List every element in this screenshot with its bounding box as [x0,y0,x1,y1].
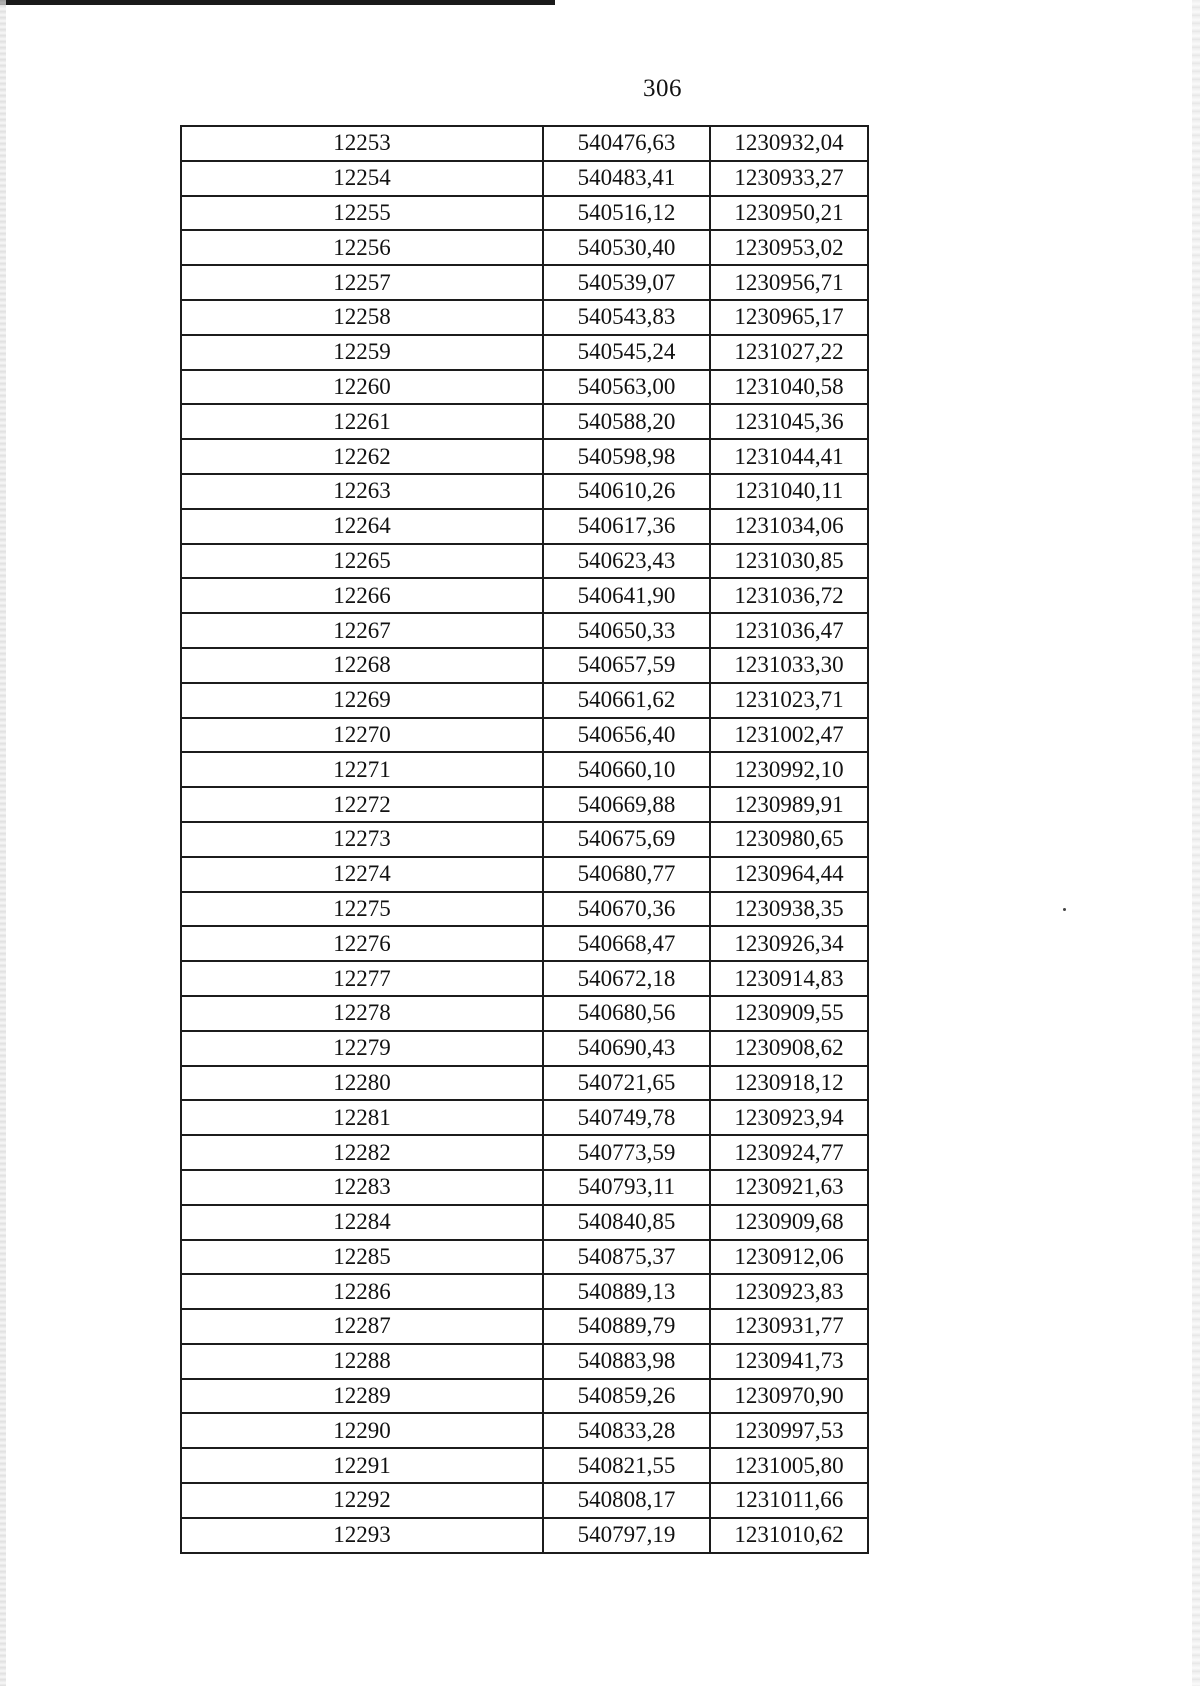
x-coordinate-cell: 540476,63 [543,126,710,161]
coordinates-table [180,125,869,1554]
point-number-cell: 12257 [181,265,543,300]
point-number-cell: 12277 [181,961,543,996]
x-coordinate-cell: 540840,85 [543,1205,710,1240]
x-coordinate-cell: 540623,43 [543,544,710,579]
point-number-cell: 12274 [181,857,543,892]
page-number: 306 [643,75,682,102]
point-number-cell: 12262 [181,439,543,474]
table-row [181,613,868,648]
point-number-cell: 12283 [181,1170,543,1205]
table-row [181,1240,868,1275]
table-row [181,787,868,822]
point-number-cell: 12254 [181,161,543,196]
x-coordinate-cell: 540680,56 [543,996,710,1031]
table-row [181,578,868,613]
point-number-cell: 12259 [181,335,543,370]
point-number-cell: 12261 [181,404,543,439]
x-coordinate-cell: 540588,20 [543,404,710,439]
point-number-cell: 12281 [181,1100,543,1135]
point-number-cell: 12260 [181,370,543,405]
y-coordinate-cell: 1231040,11 [710,474,868,509]
point-number-cell: 12286 [181,1274,543,1309]
point-number-cell: 12253 [181,126,543,161]
y-coordinate-cell: 1230932,04 [710,126,868,161]
table-row [181,126,868,161]
y-coordinate-cell: 1230953,02 [710,230,868,265]
x-coordinate-cell: 540690,43 [543,1031,710,1066]
y-coordinate-cell: 1230908,62 [710,1031,868,1066]
table-row [181,1344,868,1379]
y-coordinate-cell: 1230912,06 [710,1240,868,1275]
y-coordinate-cell: 1230924,77 [710,1135,868,1170]
x-coordinate-cell: 540641,90 [543,578,710,613]
point-number-cell: 12267 [181,613,543,648]
x-coordinate-cell: 540657,59 [543,648,710,683]
y-coordinate-cell: 1230926,34 [710,926,868,961]
table-row [181,926,868,961]
point-number-cell: 12266 [181,578,543,613]
y-coordinate-cell: 1230933,27 [710,161,868,196]
x-coordinate-cell: 540516,12 [543,196,710,231]
x-coordinate-cell: 540668,47 [543,926,710,961]
point-number-cell: 12271 [181,752,543,787]
table-row [181,196,868,231]
y-coordinate-cell: 1230918,12 [710,1066,868,1101]
y-coordinate-cell: 1230965,17 [710,300,868,335]
x-coordinate-cell: 540793,11 [543,1170,710,1205]
table-row [181,1379,868,1414]
point-number-cell: 12293 [181,1518,543,1553]
point-number-cell: 12255 [181,196,543,231]
y-coordinate-cell: 1231010,62 [710,1518,868,1553]
table-row [181,961,868,996]
point-number-cell: 12292 [181,1483,543,1518]
y-coordinate-cell: 1230923,83 [710,1274,868,1309]
x-coordinate-cell: 540672,18 [543,961,710,996]
point-number-cell: 12282 [181,1135,543,1170]
table-row [181,996,868,1031]
point-number-cell: 12275 [181,892,543,927]
table-row [181,404,868,439]
scan-right-edge [1192,0,1200,1686]
y-coordinate-cell: 1230909,55 [710,996,868,1031]
table-row [181,718,868,753]
table-row [181,1100,868,1135]
y-coordinate-cell: 1230923,94 [710,1100,868,1135]
point-number-cell: 12278 [181,996,543,1031]
point-number-cell: 12289 [181,1379,543,1414]
y-coordinate-cell: 1230956,71 [710,265,868,300]
x-coordinate-cell: 540669,88 [543,787,710,822]
x-coordinate-cell: 540808,17 [543,1483,710,1518]
point-number-cell: 12279 [181,1031,543,1066]
table-row [181,683,868,718]
table-row [181,648,868,683]
y-coordinate-cell: 1230950,21 [710,196,868,231]
point-number-cell: 12280 [181,1066,543,1101]
y-coordinate-cell: 1231002,47 [710,718,868,753]
y-coordinate-cell: 1230992,10 [710,752,868,787]
y-coordinate-cell: 1231027,22 [710,335,868,370]
scan-left-edge [0,0,6,1686]
x-coordinate-cell: 540670,36 [543,892,710,927]
x-coordinate-cell: 540889,13 [543,1274,710,1309]
point-number-cell: 12284 [181,1205,543,1240]
point-number-cell: 12264 [181,509,543,544]
table-row [181,1170,868,1205]
table-row [181,439,868,474]
point-number-cell: 12290 [181,1413,543,1448]
table-row [181,822,868,857]
y-coordinate-cell: 1230909,68 [710,1205,868,1240]
x-coordinate-cell: 540530,40 [543,230,710,265]
x-coordinate-cell: 540660,10 [543,752,710,787]
point-number-cell: 12273 [181,822,543,857]
table-row [181,265,868,300]
top-border-rule [0,0,555,5]
table-row [181,1066,868,1101]
table-row [181,1518,868,1553]
x-coordinate-cell: 540833,28 [543,1413,710,1448]
table-row [181,370,868,405]
point-number-cell: 12287 [181,1309,543,1344]
y-coordinate-cell: 1230931,77 [710,1309,868,1344]
table-row [181,857,868,892]
point-number-cell: 12265 [181,544,543,579]
y-coordinate-cell: 1230921,63 [710,1170,868,1205]
y-coordinate-cell: 1230989,91 [710,787,868,822]
y-coordinate-cell: 1231036,47 [710,613,868,648]
x-coordinate-cell: 540859,26 [543,1379,710,1414]
x-coordinate-cell: 540650,33 [543,613,710,648]
x-coordinate-cell: 540661,62 [543,683,710,718]
x-coordinate-cell: 540821,55 [543,1448,710,1483]
x-coordinate-cell: 540610,26 [543,474,710,509]
x-coordinate-cell: 540617,36 [543,509,710,544]
table-row [181,230,868,265]
y-coordinate-cell: 1231034,06 [710,509,868,544]
x-coordinate-cell: 540889,79 [543,1309,710,1344]
x-coordinate-cell: 540543,83 [543,300,710,335]
point-number-cell: 12269 [181,683,543,718]
table-row [181,335,868,370]
table-row [181,1483,868,1518]
table-row [181,892,868,927]
x-coordinate-cell: 540883,98 [543,1344,710,1379]
y-coordinate-cell: 1230970,90 [710,1379,868,1414]
y-coordinate-cell: 1231045,36 [710,404,868,439]
x-coordinate-cell: 540875,37 [543,1240,710,1275]
y-coordinate-cell: 1231040,58 [710,370,868,405]
table-row [181,1413,868,1448]
x-coordinate-cell: 540773,59 [543,1135,710,1170]
y-coordinate-cell: 1230997,53 [710,1413,868,1448]
x-coordinate-cell: 540483,41 [543,161,710,196]
y-coordinate-cell: 1231044,41 [710,439,868,474]
y-coordinate-cell: 1231036,72 [710,578,868,613]
scan-speck [1063,908,1066,911]
y-coordinate-cell: 1231005,80 [710,1448,868,1483]
table-row [181,1031,868,1066]
x-coordinate-cell: 540598,98 [543,439,710,474]
x-coordinate-cell: 540797,19 [543,1518,710,1553]
table-row [181,300,868,335]
table-row [181,1448,868,1483]
table-row [181,474,868,509]
point-number-cell: 12258 [181,300,543,335]
point-number-cell: 12272 [181,787,543,822]
point-number-cell: 12263 [181,474,543,509]
y-coordinate-cell: 1230964,44 [710,857,868,892]
point-number-cell: 12285 [181,1240,543,1275]
table-row [181,1309,868,1344]
y-coordinate-cell: 1231030,85 [710,544,868,579]
x-coordinate-cell: 540675,69 [543,822,710,857]
y-coordinate-cell: 1230980,65 [710,822,868,857]
y-coordinate-cell: 1231033,30 [710,648,868,683]
table-row [181,544,868,579]
coordinates-table-body [181,126,868,1553]
x-coordinate-cell: 540539,07 [543,265,710,300]
table-row [181,161,868,196]
x-coordinate-cell: 540563,00 [543,370,710,405]
x-coordinate-cell: 540680,77 [543,857,710,892]
y-coordinate-cell: 1230941,73 [710,1344,868,1379]
point-number-cell: 12268 [181,648,543,683]
y-coordinate-cell: 1231011,66 [710,1483,868,1518]
y-coordinate-cell: 1230914,83 [710,961,868,996]
table-row [181,509,868,544]
x-coordinate-cell: 540545,24 [543,335,710,370]
table-row [181,752,868,787]
y-coordinate-cell: 1231023,71 [710,683,868,718]
table-row [181,1274,868,1309]
x-coordinate-cell: 540721,65 [543,1066,710,1101]
y-coordinate-cell: 1230938,35 [710,892,868,927]
table-row [181,1205,868,1240]
point-number-cell: 12288 [181,1344,543,1379]
point-number-cell: 12256 [181,230,543,265]
point-number-cell: 12270 [181,718,543,753]
table-row [181,1135,868,1170]
x-coordinate-cell: 540656,40 [543,718,710,753]
x-coordinate-cell: 540749,78 [543,1100,710,1135]
point-number-cell: 12276 [181,926,543,961]
point-number-cell: 12291 [181,1448,543,1483]
